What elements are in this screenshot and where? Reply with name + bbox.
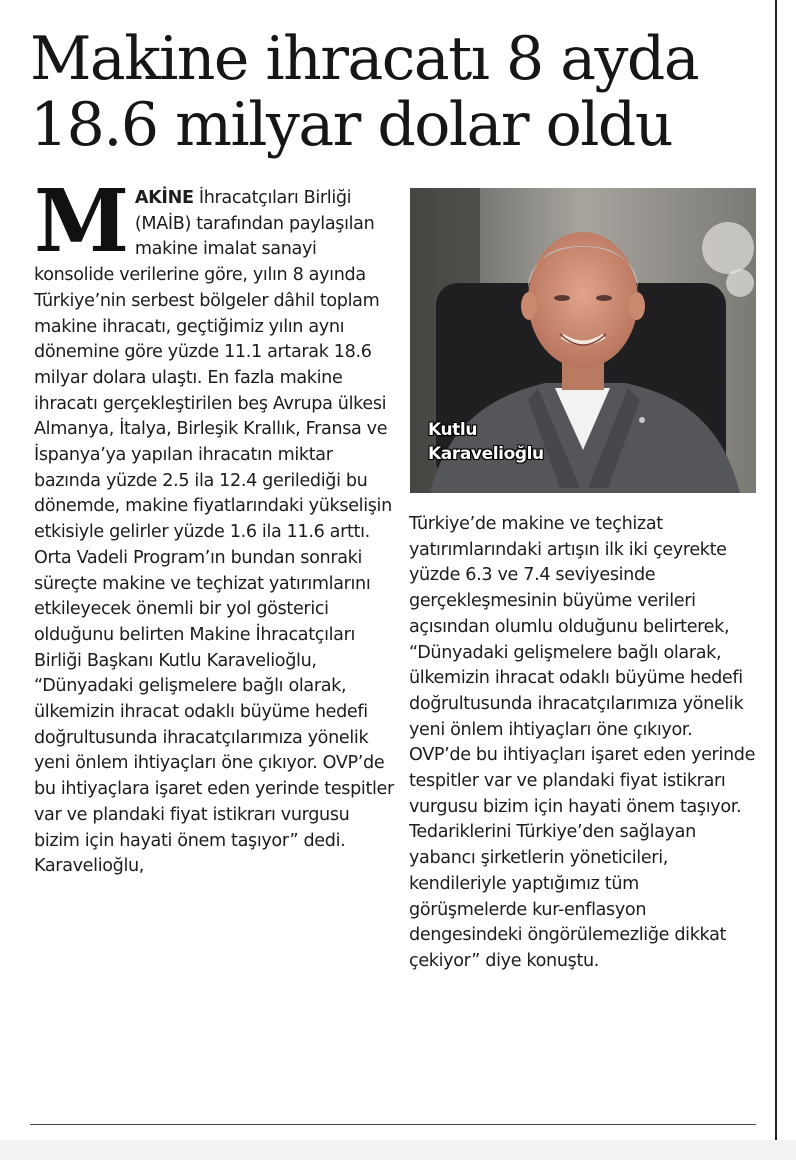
bottom-rule: [30, 1124, 756, 1125]
right-body-text: Türkiye’de makine ve teçhizat yatırımlarındaki artışın ilk iki çeyrekte yüzde 6.3 ve 7.4 seviyesinde gerçekleşmesinin büyüme verileri açısından olumlu olduğunu belirterek, “Dünyadaki gelişmelere bağlı olarak, ülkemizin ihracat odaklı büyüme hedefi doğrultusunda ihracatçılarımıza yönelik yeni önlem ihtiyaçları öne çıkıyor. OVP’de bu ihtiyaçları işaret eden yerinde tespitler var ve plandaki fiyat istikrarı vurgusu bizim için hayati önem taşıyor. Tedariklerini Türkiye’den sağlayan yabancı şirketlerin yöneticileri, kendileriyle yaptığımız tüm görüşmelerde kur-enflasyon dengesindeki öngörülemezliğe dikkat çekiyor” diye konuştu.: [409, 514, 756, 971]
left-body-text: İhracatçıları Birliği (MAİB) tarafından paylaşılan makine imalat sanayi konsolide verilerine göre, yılın 8 ayında Türkiye’nin serbest bölgeler dâhil toplam makine ihracatı, geçtiğimiz yılın aynı dönemine göre yüzde 11.1 artarak 18.6 milyar dolara ulaştı. En fazla makine ihracatı gerçekleştirilen beş Avrupa ülkesi Almanya, İtalya, Birleşik Krallık, Fransa ve İspanya’ya yapılan ihracatın miktar bazında yüzde 2.5 ila 12.4 gerilediği bu dönemde, makine fiyatlarındaki yükselişin etkisiyle gelirler yüzde 1.6 ila 11.6 arttı. Orta Vadeli Program’ın bundan sonraki süreçte makine ve teçhizat yatırımlarını etkileyecek önemli bir yol gösterici olduğunu belirten Makine İhracatçıları Birliği Başkanı Kutlu Karavelioğlu, “Dünyadaki gelişmelere bağlı olarak, ülkemizin ihracat odaklı büyüme hedefi doğrultusunda ihracatçılarımıza yönelik yeni önlem ihtiyaçları öne çıkıyor. OVP’de bu ihtiyaçlara işaret eden yerinde tespitler var ve plandaki fiyat istikrarı vurgusu bizim için hayati önem taşıyor” dedi. Karavelioğlu,: [34, 188, 394, 877]
photo-caption: [428, 418, 544, 466]
article-body-left-column: [34, 171, 394, 880]
lead-word: AKİNE: [134, 188, 194, 208]
column-divider-rule: [775, 0, 777, 1140]
article-body-right-column: [409, 512, 759, 975]
caption-first-name: Kutlu: [428, 420, 478, 440]
caption-last-name: Karavelioğlu: [428, 444, 544, 464]
drop-cap: M: [34, 171, 129, 272]
footer-band: [0, 1140, 796, 1160]
article-headline: Makine ihracatı 8 ayda 18.6 milyar dolar oldu: [30, 24, 699, 160]
left-column-text: [34, 171, 394, 880]
